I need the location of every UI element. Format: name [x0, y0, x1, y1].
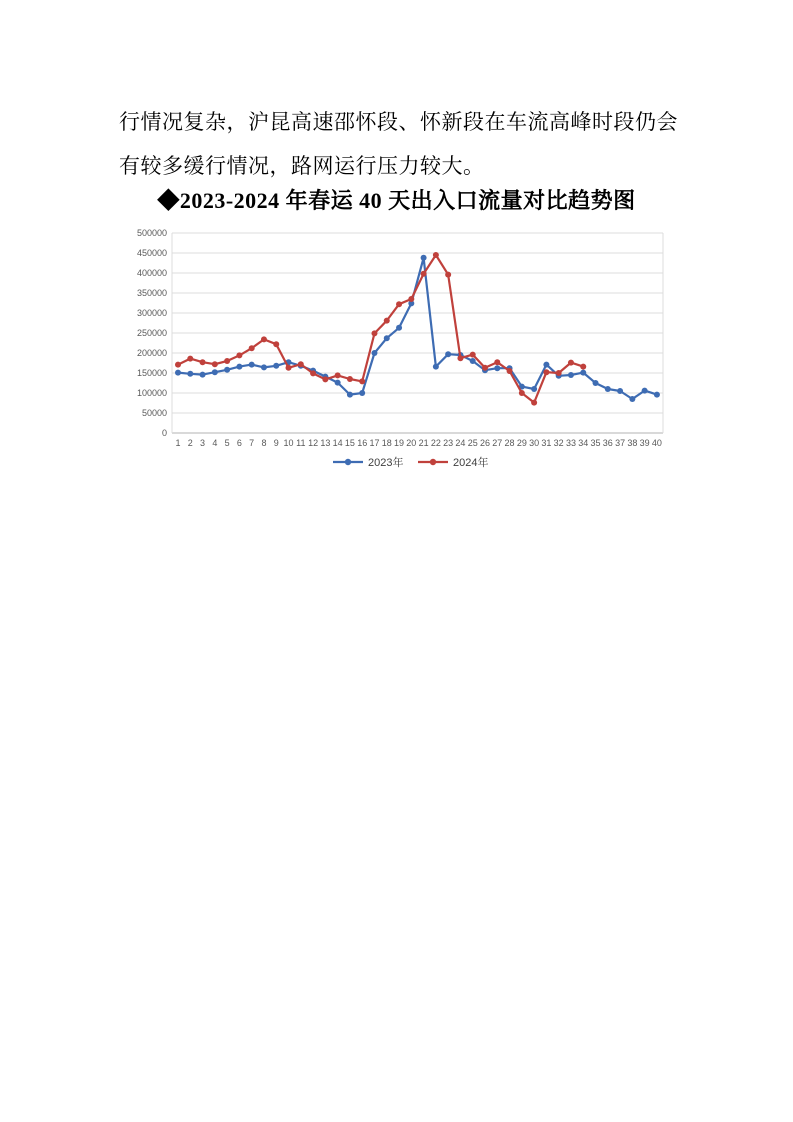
x-tick-label: 15	[344, 438, 355, 448]
data-point-2023年	[212, 369, 218, 375]
data-point-2024年	[580, 364, 586, 370]
data-point-2024年	[249, 345, 255, 351]
data-point-2023年	[384, 335, 390, 341]
x-tick-label: 10	[283, 438, 294, 448]
data-point-2023年	[593, 380, 599, 386]
data-point-2024年	[507, 368, 513, 374]
chart-heading: ◆2023-2024 年春运 40 天出入口流量对比趋势图	[157, 188, 636, 213]
data-point-2023年	[494, 365, 500, 371]
data-point-2023年	[236, 364, 242, 370]
data-point-2023年	[347, 392, 353, 398]
x-tick-label: 31	[541, 438, 552, 448]
data-point-2023年	[470, 358, 476, 364]
data-point-2024年	[273, 341, 279, 347]
data-point-2024年	[556, 370, 562, 376]
y-tick-label: 300000	[136, 308, 167, 318]
data-point-2023年	[200, 372, 206, 378]
data-point-2023年	[224, 367, 230, 373]
x-tick-label: 4	[212, 438, 218, 448]
y-tick-label: 350000	[136, 288, 167, 298]
data-point-2024年	[224, 358, 230, 364]
data-point-2024年	[335, 372, 341, 378]
data-point-2024年	[519, 390, 525, 396]
y-tick-label: 150000	[136, 368, 167, 378]
data-point-2024年	[531, 400, 537, 406]
y-tick-label: 250000	[136, 328, 167, 338]
data-point-2024年	[421, 271, 427, 277]
y-tick-label: 0	[161, 428, 167, 438]
x-tick-label: 18	[381, 438, 392, 448]
paragraph-line-2: 有较多缓行情况，路网运行压力较大。	[119, 154, 485, 178]
x-tick-label: 21	[418, 438, 429, 448]
data-point-2024年	[347, 376, 353, 382]
flow-trend-chart-svg	[120, 226, 690, 480]
series-line-2024年	[178, 255, 583, 403]
data-point-2023年	[371, 350, 377, 356]
data-point-2024年	[212, 361, 218, 367]
data-point-2024年	[322, 376, 328, 382]
x-tick-label: 27	[492, 438, 503, 448]
data-point-2024年	[568, 360, 574, 366]
legend-2023-marker	[345, 459, 351, 465]
data-point-2023年	[580, 370, 586, 376]
x-tick-label: 6	[236, 438, 242, 448]
series-line-2023年	[178, 258, 657, 399]
x-tick-label: 40	[651, 438, 662, 448]
data-point-2024年	[261, 336, 267, 342]
data-point-2024年	[396, 301, 402, 307]
data-point-2023年	[335, 380, 341, 386]
x-tick-label: 23	[443, 438, 454, 448]
x-tick-label: 36	[602, 438, 613, 448]
y-tick-label: 500000	[136, 228, 167, 238]
data-point-2024年	[445, 272, 451, 278]
data-point-2023年	[605, 386, 611, 392]
data-point-2023年	[261, 364, 267, 370]
data-point-2024年	[494, 359, 500, 365]
paragraph-line-1: 行情况复杂，沪昆高速邵怀段、怀新段在车流高峰时段仍会	[119, 110, 678, 134]
x-tick-label: 9	[273, 438, 279, 448]
x-tick-label: 35	[590, 438, 601, 448]
x-tick-label: 37	[615, 438, 626, 448]
x-tick-label: 38	[627, 438, 638, 448]
data-point-2024年	[408, 296, 414, 302]
x-tick-label: 22	[430, 438, 441, 448]
x-tick-label: 39	[639, 438, 650, 448]
data-point-2023年	[421, 255, 427, 261]
x-tick-label: 34	[578, 438, 589, 448]
y-tick-label: 50000	[141, 408, 167, 418]
x-tick-label: 28	[504, 438, 515, 448]
x-tick-label: 33	[565, 438, 576, 448]
flow-trend-chart	[120, 226, 690, 480]
x-tick-label: 19	[394, 438, 405, 448]
data-point-2024年	[200, 359, 206, 365]
y-tick-label: 450000	[136, 248, 167, 258]
x-tick-label: 7	[249, 438, 255, 448]
x-tick-label: 5	[224, 438, 230, 448]
x-tick-label: 8	[261, 438, 267, 448]
x-tick-label: 20	[406, 438, 417, 448]
legend-2024-marker	[430, 459, 436, 465]
data-point-2023年	[654, 392, 660, 398]
data-point-2023年	[445, 351, 451, 357]
x-tick-label: 1	[175, 438, 181, 448]
x-tick-label: 3	[200, 438, 206, 448]
data-point-2023年	[543, 362, 549, 368]
legend-2024-label: 2024年	[453, 457, 489, 469]
data-point-2024年	[187, 356, 193, 362]
data-point-2024年	[310, 370, 316, 376]
data-point-2024年	[298, 361, 304, 367]
x-tick-label: 17	[369, 438, 380, 448]
data-point-2024年	[482, 365, 488, 371]
data-point-2023年	[175, 370, 181, 376]
data-point-2024年	[543, 369, 549, 375]
x-tick-label: 2	[187, 438, 193, 448]
x-tick-label: 11	[296, 438, 306, 448]
data-point-2024年	[384, 318, 390, 324]
data-point-2023年	[359, 390, 365, 396]
data-point-2024年	[286, 365, 292, 371]
data-point-2024年	[359, 378, 365, 384]
data-point-2023年	[531, 386, 537, 392]
x-tick-label: 32	[553, 438, 564, 448]
data-point-2024年	[236, 352, 242, 358]
data-point-2023年	[629, 396, 635, 402]
x-tick-label: 26	[479, 438, 491, 448]
x-tick-label: 29	[516, 438, 527, 448]
y-tick-label: 200000	[136, 348, 167, 358]
y-tick-label: 400000	[136, 268, 167, 278]
x-tick-label: 12	[308, 438, 319, 448]
body-paragraph	[119, 100, 681, 188]
data-point-2023年	[273, 363, 279, 369]
data-point-2024年	[371, 330, 377, 336]
data-point-2023年	[568, 372, 574, 378]
data-point-2024年	[175, 362, 181, 368]
data-point-2024年	[433, 252, 439, 258]
x-tick-label: 16	[357, 438, 368, 448]
x-tick-label: 13	[320, 438, 331, 448]
data-point-2023年	[642, 388, 648, 394]
data-point-2024年	[457, 355, 463, 361]
x-tick-label: 25	[467, 438, 478, 448]
x-tick-label: 30	[529, 438, 540, 448]
data-point-2023年	[187, 371, 193, 377]
legend-2023-label: 2023年	[368, 457, 404, 469]
data-point-2023年	[249, 362, 255, 368]
data-point-2023年	[396, 325, 402, 331]
x-tick-label: 14	[332, 438, 343, 448]
data-point-2023年	[617, 388, 623, 394]
data-point-2023年	[433, 364, 439, 370]
data-point-2024年	[470, 352, 476, 358]
x-tick-label: 24	[455, 438, 466, 448]
y-tick-label: 100000	[136, 388, 167, 398]
